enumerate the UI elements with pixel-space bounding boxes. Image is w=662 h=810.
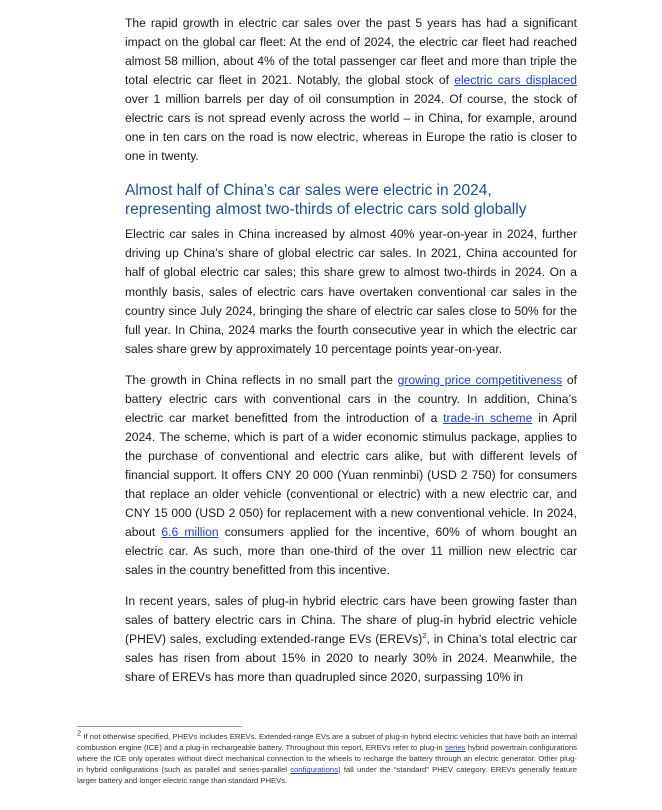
text: , in China’s total electric car sales has risen from about 15% in 2020 to nearly 30% in 2024. Meanwhile, the share of EREVs has more than quadrupled since 2020, surpassing 10% in (125, 632, 577, 685)
document-body (125, 14, 577, 699)
text: over 1 million barrels per day of oil consumption in 2024. Of course, the stock of electric cars is not spread evenly across the world – in China, for example, around one in ten cars on the road is now electric, whereas in Europe the ratio is closer to one in twenty. (125, 92, 577, 164)
section-heading: Almost half of China’s car sales were electric in 2024, representing almost two-thirds of electric cars sold globally (125, 182, 527, 218)
text: In recent years, sales of plug-in hybrid electric cars have been growing faster than sales of battery electric cars in China. The share of plug-in hybrid electric vehicle (PHEV) sales, excluding extended-range EVs (EREVs) (125, 594, 577, 647)
link-6-6-million[interactable]: 6.6 million (161, 525, 219, 540)
footnote (77, 728, 577, 786)
text: The rapid growth in electric car sales over the past 5 years has had a significant impact on the global car fleet: At the end of 2024, the electric car fleet had reached almost 58 million, about 4% of the total passenger car fleet and more than triple the total electric car fleet in 2021. Notably, the global stock of (125, 16, 577, 88)
link-growing-price-competitiveness[interactable]: growing price competitiveness (397, 372, 563, 387)
text: The growth in China reflects in no small part the (125, 372, 398, 387)
footnote-number: 2 (77, 728, 82, 738)
text: in April 2024. The scheme, which is part of a wider economic stimulus package, applies to the purchase of conventional and electric cars alike, but with different levels of financial support. It offers CNY 20 000 (Yuan renminbi) (USD 2 750) for consumers that replace an older vehicle (conventional or electric) with a new electric car, and CNY 15 000 (USD 2 050) for replacement with a new conventional vehicle. In 2024, about (125, 410, 577, 540)
paragraph-global-fleet (125, 14, 577, 166)
text: If not otherwise specified, PHEVs includes EREVs. Extended-range EVs are a subset of plug-in hybrid electric vehicles that have both an internal combustion engine (ICE) and a plug-in rechargeable battery. Throughout this report, EREVs refer to plug-in (77, 732, 577, 753)
footnote-divider (77, 726, 242, 727)
link-electric-cars-displaced[interactable]: electric cars displaced (454, 73, 577, 88)
footnote-ref[interactable]: 2 (422, 631, 427, 641)
paragraph-china-growth (125, 371, 577, 581)
link-trade-in-scheme[interactable]: trade-in scheme (443, 410, 533, 425)
text: ) fall under the “standard” PHEV category. EREVs generally feature larger battery and longer electric range than standard PHEVs. (77, 765, 577, 786)
text: hybrid powertrain configurations where the ICE only operates without direct mechanical connection to the wheels to recharge the battery through an electric generator. Other plug-in hybrid configurations (such as parallel and series-parallel (77, 743, 577, 775)
text: of battery electric cars with conventional cars in the country. In addition, China’s electric car market benefitted from the introduction of a (125, 372, 577, 425)
paragraph-phev-sales (125, 592, 577, 687)
link-configurations[interactable]: configurations (290, 765, 339, 775)
link-series[interactable]: series (444, 743, 466, 753)
text: consumers applied for the incentive, 60% of whom bought an electric car. As such, more than one-third of the over 11 million new electric car sales in the country benefitted from this incentive. (125, 525, 577, 578)
paragraph-china-sales: Electric car sales in China increased by almost 40% year-on-year in 2024, further driving up China’s share of global electric car sales. In 2021, China accounted for half of global electric car sales; this share grew to almost two-thirds in 2024. On a monthly basis, sales of electric cars have overtaken conventional car sales in the country since July 2024, bringing the share of electric car sales close to 50% for the full year. In China, 2024 marks the fourth consecutive year in which the electric car sales share grew by approximately 10 percentage points year-on-year. (125, 227, 577, 356)
